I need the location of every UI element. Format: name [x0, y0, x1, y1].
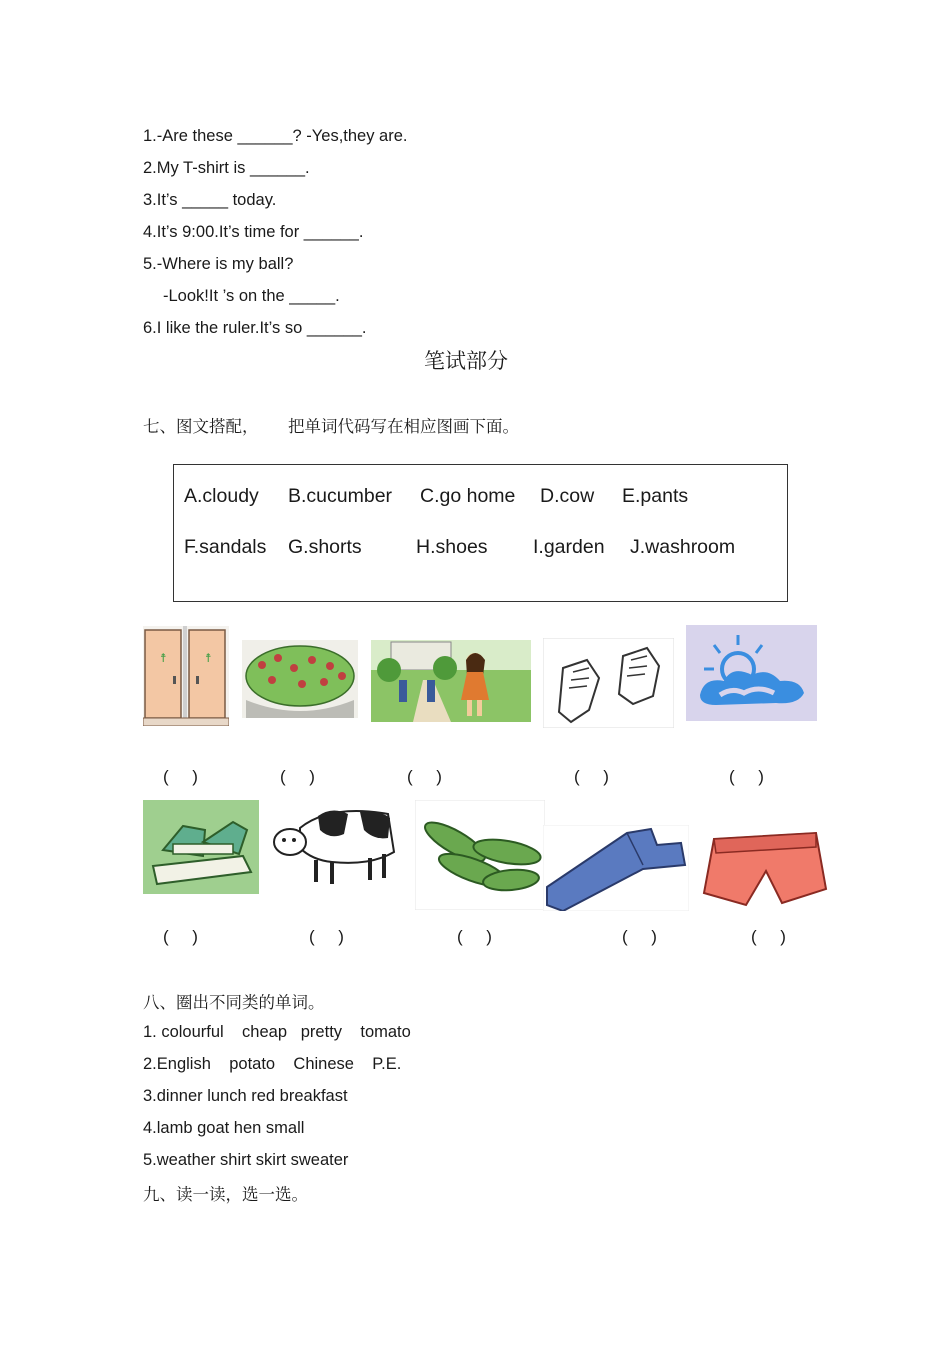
question-4: 4.It’s 9:00.It’s time for ______.: [143, 223, 364, 241]
option-i: I.garden: [533, 536, 605, 558]
option-g: G.shorts: [288, 536, 362, 558]
cow-picture: [270, 800, 402, 888]
answer-blank-3[interactable]: ( ): [407, 767, 442, 786]
odd-word-item-1: 1. colourful cheap pretty tomato: [143, 1023, 411, 1041]
odd-word-item-5: 5.weather shirt skirt sweater: [143, 1151, 349, 1169]
question-5-answer: -Look!It ’s on the _____.: [163, 287, 340, 305]
girl-going-home-picture: [371, 640, 531, 722]
option-f: F.sandals: [184, 536, 267, 558]
answer-blank-8[interactable]: ( ): [457, 927, 492, 946]
washroom-door-picture: [143, 626, 229, 726]
answer-blank-5[interactable]: ( ): [729, 767, 764, 786]
question-5: 5.-Where is my ball?: [143, 255, 294, 273]
shorts-picture: [700, 825, 832, 909]
section8-heading: 八、圈出不同类的单词。: [143, 993, 325, 1012]
option-a: A.cloudy: [184, 485, 259, 507]
question-2: 2.My T-shirt is ______.: [143, 159, 310, 177]
option-e: E.pants: [622, 485, 689, 507]
answer-blank-1[interactable]: ( ): [163, 767, 198, 786]
answer-blank-10[interactable]: ( ): [751, 927, 786, 946]
section9-heading: 九、读一读，选一选。: [143, 1185, 308, 1204]
odd-word-item-4: 4.lamb goat hen small: [143, 1119, 305, 1137]
odd-word-item-2: 2.English potato Chinese P.E.: [143, 1055, 402, 1073]
svg-text:☨: ☨: [205, 651, 212, 665]
section7-instruction: 把单词代码写在相应图画下面。: [288, 417, 519, 436]
shoes-picture: [543, 638, 674, 728]
answer-blank-4[interactable]: ( ): [574, 767, 609, 786]
cloudy-sun-picture: [686, 625, 817, 721]
option-h: H.shoes: [416, 536, 488, 558]
question-1: 1.-Are these ______? -Yes,they are.: [143, 127, 408, 145]
svg-text:☨: ☨: [160, 651, 167, 665]
option-d: D.cow: [540, 485, 595, 507]
question-3: 3.It’s _____ today.: [143, 191, 277, 209]
answer-blank-6[interactable]: ( ): [163, 927, 198, 946]
question-6: 6.I like the ruler.It’s so ______.: [143, 319, 367, 337]
answer-blank-7[interactable]: ( ): [309, 927, 344, 946]
option-b: B.cucumber: [288, 485, 393, 507]
option-c: C.go home: [420, 485, 516, 507]
option-j: J.washroom: [630, 536, 736, 558]
odd-word-item-3: 3.dinner lunch red breakfast: [143, 1087, 348, 1105]
answer-blank-2[interactable]: ( ): [280, 767, 315, 786]
pants-picture: [543, 825, 689, 911]
answer-blank-9[interactable]: ( ): [622, 927, 657, 946]
word-bank-box: [173, 464, 788, 602]
section-title: 笔试部分: [424, 349, 508, 373]
sandals-picture: [143, 800, 259, 894]
cucumber-picture: [415, 800, 545, 910]
garden-flowers-picture: [242, 640, 358, 718]
section7-heading: 七、图文搭配，: [143, 417, 259, 436]
